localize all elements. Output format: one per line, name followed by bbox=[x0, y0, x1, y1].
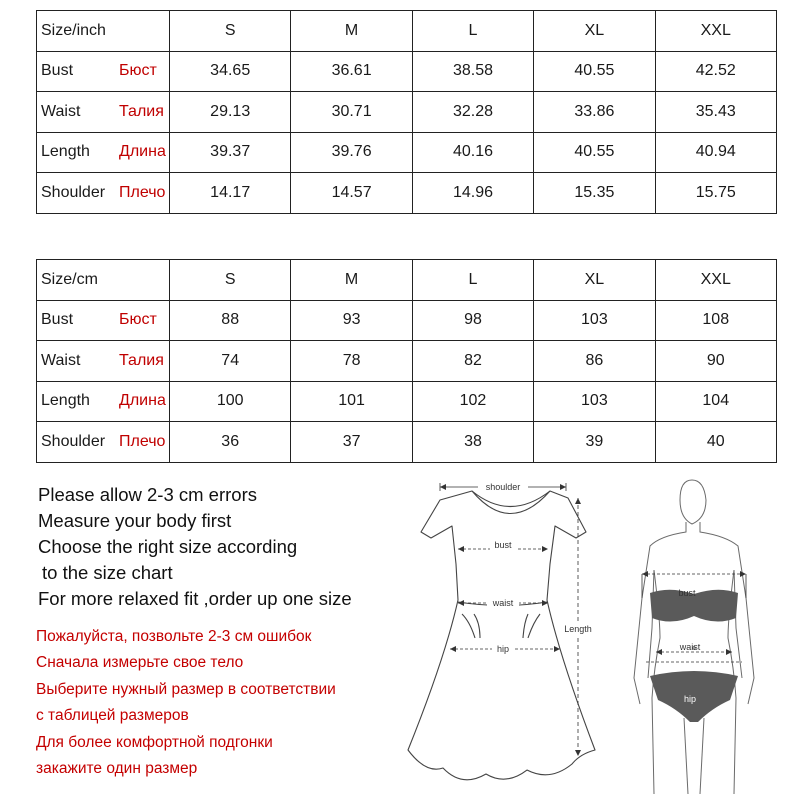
table-cell: 100 bbox=[170, 381, 291, 422]
dress-outline bbox=[408, 491, 595, 780]
row-label-en: Shoulder bbox=[41, 432, 106, 450]
table-row bbox=[37, 173, 777, 214]
table-cell: 38.58 bbox=[412, 51, 533, 92]
table-cell: 40.55 bbox=[534, 51, 655, 92]
table-cell: 103 bbox=[534, 381, 655, 422]
table-cell: 14.57 bbox=[291, 173, 412, 214]
table-cell: 39.37 bbox=[170, 132, 291, 173]
table-cell: 39.76 bbox=[291, 132, 412, 173]
table-cell: 14.96 bbox=[412, 173, 533, 214]
row-label-en: Waist bbox=[41, 102, 81, 120]
table-cell: 40 bbox=[655, 422, 776, 463]
table-cell: 103 bbox=[534, 300, 655, 341]
table-row bbox=[37, 92, 777, 133]
head-outline bbox=[680, 480, 706, 524]
length-label: Length bbox=[564, 624, 592, 634]
body-diagram bbox=[620, 478, 780, 796]
table-row bbox=[37, 51, 777, 92]
table-header-cell: XXL bbox=[655, 260, 776, 301]
table-cell: 29.13 bbox=[170, 92, 291, 133]
row-label-ru: Талия bbox=[119, 351, 164, 369]
table-cell: 101 bbox=[291, 381, 412, 422]
row-label-en: Length bbox=[41, 392, 90, 410]
note-line: Выберите нужный размер в соответствии bbox=[36, 680, 336, 698]
size-table-inch bbox=[36, 10, 777, 214]
table-cell: 98 bbox=[412, 300, 533, 341]
shoulder-label: shoulder bbox=[485, 482, 521, 492]
table-cell: 34.65 bbox=[170, 51, 291, 92]
note-line: Для более комфортной подгонки bbox=[36, 733, 273, 751]
row-label-ru: Длина bbox=[119, 392, 166, 410]
row-label-ru: Бюст bbox=[119, 311, 157, 329]
table-row bbox=[37, 381, 777, 422]
table-header-cell: M bbox=[291, 260, 412, 301]
table-header-cell: XL bbox=[534, 260, 655, 301]
body-hip-label: hip bbox=[683, 694, 697, 704]
note-line: Measure your body first bbox=[38, 510, 232, 531]
row-label-ru: Плечо bbox=[119, 432, 166, 450]
notes-english bbox=[38, 482, 352, 612]
table-cell: 78 bbox=[291, 341, 412, 382]
table-cell: 15.75 bbox=[655, 173, 776, 214]
table-cell: 33.86 bbox=[534, 92, 655, 133]
table-cell: 32.28 bbox=[412, 92, 533, 133]
table-cell: 40.55 bbox=[534, 132, 655, 173]
table-cell: 30.71 bbox=[291, 92, 412, 133]
table-cell: 86 bbox=[534, 341, 655, 382]
table-cell: 88 bbox=[170, 300, 291, 341]
table-cell: 38 bbox=[412, 422, 533, 463]
table-cell: 104 bbox=[655, 381, 776, 422]
waist-label: waist bbox=[492, 598, 514, 608]
table-header-cell: XL bbox=[534, 11, 655, 52]
table-cell: 93 bbox=[291, 300, 412, 341]
note-line: закажите один размер bbox=[36, 760, 198, 778]
table-cell: 15.35 bbox=[534, 173, 655, 214]
row-label bbox=[37, 422, 170, 463]
row-label-en: Waist bbox=[41, 351, 81, 369]
row-label-en: Bust bbox=[41, 62, 74, 80]
row-label bbox=[37, 132, 170, 173]
row-label bbox=[37, 51, 170, 92]
table-row bbox=[37, 132, 777, 173]
row-label bbox=[37, 341, 170, 382]
note-line: Сначала измерьте свое тело bbox=[36, 654, 244, 672]
note-line: to the size chart bbox=[42, 562, 173, 583]
neckline bbox=[472, 491, 550, 514]
row-label bbox=[37, 173, 170, 214]
table-header-cell: XXL bbox=[655, 11, 776, 52]
row-label bbox=[37, 381, 170, 422]
table-cell: 37 bbox=[291, 422, 412, 463]
table-cell: 42.52 bbox=[655, 51, 776, 92]
row-label-en: Shoulder bbox=[41, 183, 106, 201]
note-line: For more relaxed fit ,order up one size bbox=[38, 588, 352, 609]
note-line: Choose the right size according bbox=[38, 536, 298, 557]
note-line: Please allow 2-3 cm errors bbox=[38, 484, 257, 505]
bust-label: bust bbox=[494, 540, 512, 550]
table-header-cell: S bbox=[170, 11, 291, 52]
body-waist-label: waist bbox=[679, 642, 701, 652]
table-cell: 14.17 bbox=[170, 173, 291, 214]
table-cell: 40.16 bbox=[412, 132, 533, 173]
table-header-cell: M bbox=[291, 11, 412, 52]
row-label-ru: Длина bbox=[119, 143, 166, 161]
table-cell: 40.94 bbox=[655, 132, 776, 173]
table-cell: 36 bbox=[170, 422, 291, 463]
table-header-cell: Size/inch bbox=[37, 11, 170, 52]
body-bust-label: bust bbox=[678, 588, 696, 598]
table-cell: 74 bbox=[170, 341, 291, 382]
row-label bbox=[37, 92, 170, 133]
table-row bbox=[37, 300, 777, 341]
row-label-en: Length bbox=[41, 143, 90, 161]
table-cell: 39 bbox=[534, 422, 655, 463]
table-cell: 82 bbox=[412, 341, 533, 382]
table-cell: 102 bbox=[412, 381, 533, 422]
table-cell: 108 bbox=[655, 300, 776, 341]
table-cell: 90 bbox=[655, 341, 776, 382]
table-header-cell: S bbox=[170, 260, 291, 301]
table-header-cell: Size/cm bbox=[37, 260, 170, 301]
table-header-cell: L bbox=[412, 11, 533, 52]
size-table-cm bbox=[36, 259, 777, 463]
row-label-ru: Талия bbox=[119, 102, 164, 120]
table-header-row bbox=[37, 11, 777, 52]
table-row bbox=[37, 341, 777, 382]
row-label-en: Bust bbox=[41, 311, 74, 329]
row-label-ru: Плечо bbox=[119, 183, 166, 201]
note-line: Пожалуйста, позвольте 2-3 см ошибок bbox=[36, 628, 312, 645]
table-cell: 36.61 bbox=[291, 51, 412, 92]
notes-russian bbox=[36, 624, 336, 782]
row-label-ru: Бюст bbox=[119, 62, 157, 80]
hip-label: hip bbox=[496, 644, 510, 654]
table-row bbox=[37, 422, 777, 463]
note-line: с таблицей размеров bbox=[36, 707, 189, 725]
table-cell: 35.43 bbox=[655, 92, 776, 133]
table-header-row bbox=[37, 260, 777, 301]
table-header-cell: L bbox=[412, 260, 533, 301]
row-label bbox=[37, 300, 170, 341]
dress-diagram bbox=[400, 478, 610, 796]
